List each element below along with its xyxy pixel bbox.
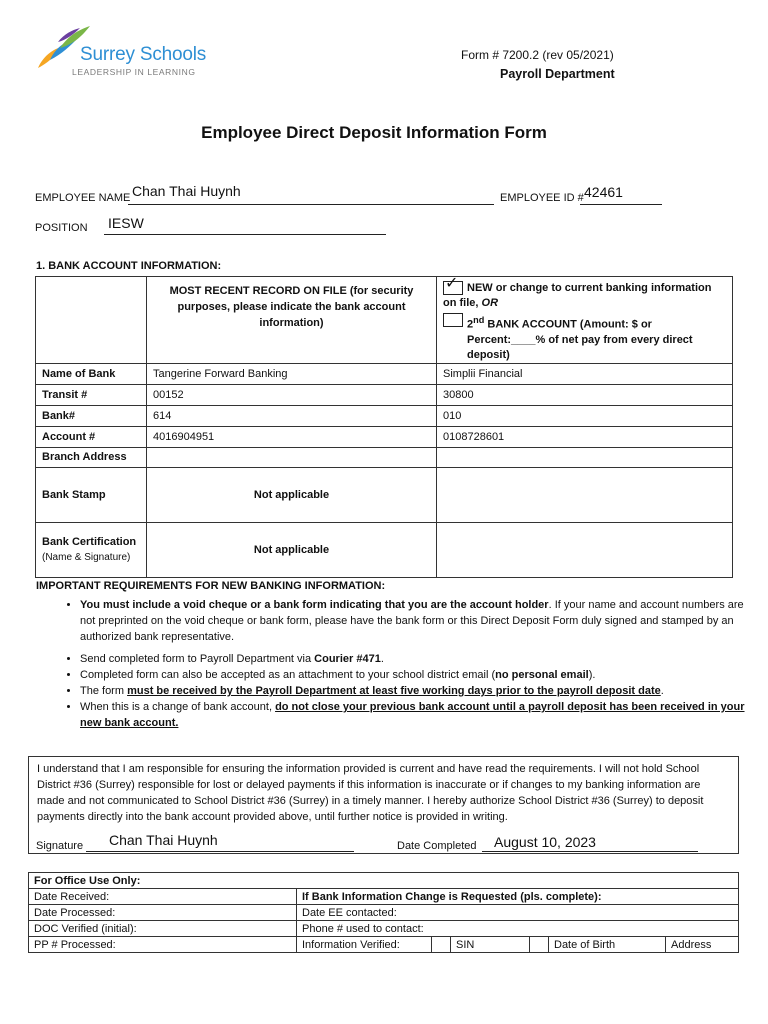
position-field[interactable]: IESW — [108, 215, 144, 231]
date-completed-line — [482, 851, 698, 852]
signature-field[interactable]: Chan Thai Huynh — [109, 832, 218, 848]
pp-processed[interactable]: PP # Processed: — [29, 937, 297, 953]
employee-name-field[interactable]: Chan Thai Huynh — [132, 183, 241, 199]
recent-bank-name[interactable]: Tangerine Forward Banking — [147, 363, 437, 384]
new-transit[interactable]: 30800 — [437, 384, 733, 405]
requirements-list — [60, 597, 758, 731]
recent-bank-cert: Not applicable — [147, 522, 437, 577]
bank-info-table — [35, 276, 733, 578]
employee-name-line — [128, 204, 494, 205]
branch-address-label: Branch Address — [36, 447, 147, 467]
date-completed-label: Date Completed — [397, 840, 477, 852]
header-empty-cell — [36, 277, 147, 364]
change-requested-heading: If Bank Information Change is Requested (pls. complete): — [297, 889, 739, 905]
logo-name: Surrey Schools — [80, 44, 207, 65]
second-account-option[interactable] — [443, 313, 726, 363]
new-banking-checkbox[interactable] — [443, 275, 463, 295]
new-banking-or: OR — [481, 297, 499, 309]
list-item: • You must include a void cheque or a bank form indicating that you are the account holder. If your name and account numbers are not preprinted on the void cheque or bank form, please have the bank form or this Direct Deposit Form duly signed and stamped by an authorized bank representative. — [80, 597, 758, 645]
bank-stamp-label: Bank Stamp — [36, 467, 147, 522]
date-processed[interactable]: Date Processed: — [29, 905, 297, 921]
second-account-text-1: BANK ACCOUNT (Amount: $ or — [487, 318, 652, 331]
position-label: POSITION — [35, 222, 88, 234]
signature-line — [86, 851, 354, 852]
new-account[interactable]: 0108728601 — [437, 426, 733, 447]
department: Payroll Department — [500, 67, 615, 81]
recent-branch-address[interactable] — [147, 447, 437, 467]
employee-id-line — [580, 204, 662, 205]
page-title: Employee Direct Deposit Information Form — [201, 123, 547, 142]
dob-checkbox[interactable] — [530, 937, 549, 953]
second-account-text-2: Percent:____% of net pay from every direct deposit) — [467, 333, 693, 361]
recent-transit[interactable]: 00152 — [147, 384, 437, 405]
recent-bank-number[interactable]: 614 — [147, 405, 437, 426]
sin-checkbox[interactable] — [432, 937, 451, 953]
list-item: • The form must be received by the Payroll Department at least five working days prior to the payroll deposit date. — [80, 683, 758, 699]
office-use-table — [28, 872, 739, 953]
second-prefix: 2 — [467, 318, 474, 331]
requirements-heading: IMPORTANT REQUIREMENTS FOR NEW BANKING INFORMATION: — [36, 580, 386, 592]
recent-bank-stamp: Not applicable — [147, 467, 437, 522]
employee-id-field[interactable]: 42461 — [584, 184, 623, 200]
new-bank-cert[interactable] — [437, 522, 733, 577]
form-number: Form # 7200.2 (rev 05/2021) — [461, 48, 614, 62]
office-use-heading: For Office Use Only: — [29, 873, 739, 889]
sin-label: SIN — [451, 937, 530, 953]
new-banking-text: NEW or change to current banking information on file, — [443, 282, 712, 309]
second-sup: nd — [473, 315, 485, 325]
date-received[interactable]: Date Received: — [29, 889, 297, 905]
bank-cert-label: Bank Certification — [42, 535, 137, 548]
account-label: Account # — [36, 426, 147, 447]
recent-record-header: MOST RECENT RECORD ON FILE (for security purposes, please indicate the bank account information) — [169, 285, 414, 329]
transit-label: Transit # — [36, 384, 147, 405]
new-bank-name[interactable]: Simplii Financial — [437, 363, 733, 384]
recent-account[interactable]: 4016904951 — [147, 426, 437, 447]
employee-id-label: EMPLOYEE ID # — [500, 192, 584, 204]
list-item: • Completed form can also be accepted as an attachment to your school district email (no personal email). — [80, 667, 758, 683]
new-bank-stamp[interactable] — [437, 467, 733, 522]
logo-tagline: LEADERSHIP IN LEARNING — [72, 67, 196, 77]
new-banking-option[interactable] — [443, 275, 726, 311]
position-line — [104, 234, 386, 235]
check-icon: ✓ — [445, 275, 459, 292]
new-bank-number[interactable]: 010 — [437, 405, 733, 426]
date-ee-contacted[interactable]: Date EE contacted: — [297, 905, 739, 921]
bank-cert-sub: (Name & Signature) — [42, 551, 131, 563]
acknowledgement-text: I understand that I am responsible for ensuring the information provided is current and have read the requirements. I will not hold School District #36 (Surrey) responsible for lost or delayed payments if this information is inaccurate or if changes to my banking information are made and not communicated to School District #36 (Surrey) in a timely manner. I hereby authorize School District #36 (Surrey) to deposit payments directly into the bank account provided above, until further notice is provided in writing. — [37, 763, 704, 823]
list-item: • Send completed form to Payroll Department via Courier #471. — [80, 651, 758, 667]
dob-label: Date of Birth — [549, 937, 666, 953]
employee-name-label: EMPLOYEE NAME — [35, 192, 131, 204]
list-item: • When this is a change of bank account, do not close your previous bank account until a payroll deposit has been received in your new bank account. — [80, 699, 758, 731]
new-branch-address[interactable] — [437, 447, 733, 467]
doc-verified[interactable]: DOC Verified (initial): — [29, 921, 297, 937]
bank-number-label: Bank# — [36, 405, 147, 426]
bank-name-label: Name of Bank — [36, 363, 147, 384]
date-completed-field[interactable]: August 10, 2023 — [494, 834, 596, 850]
second-account-checkbox[interactable] — [443, 313, 463, 327]
signature-label: Signature — [36, 840, 84, 852]
address-label: Address — [666, 937, 739, 953]
info-verified: Information Verified: — [297, 937, 432, 953]
phone-used[interactable]: Phone # used to contact: — [297, 921, 739, 937]
bank-section-heading: 1. BANK ACCOUNT INFORMATION: — [36, 260, 222, 272]
